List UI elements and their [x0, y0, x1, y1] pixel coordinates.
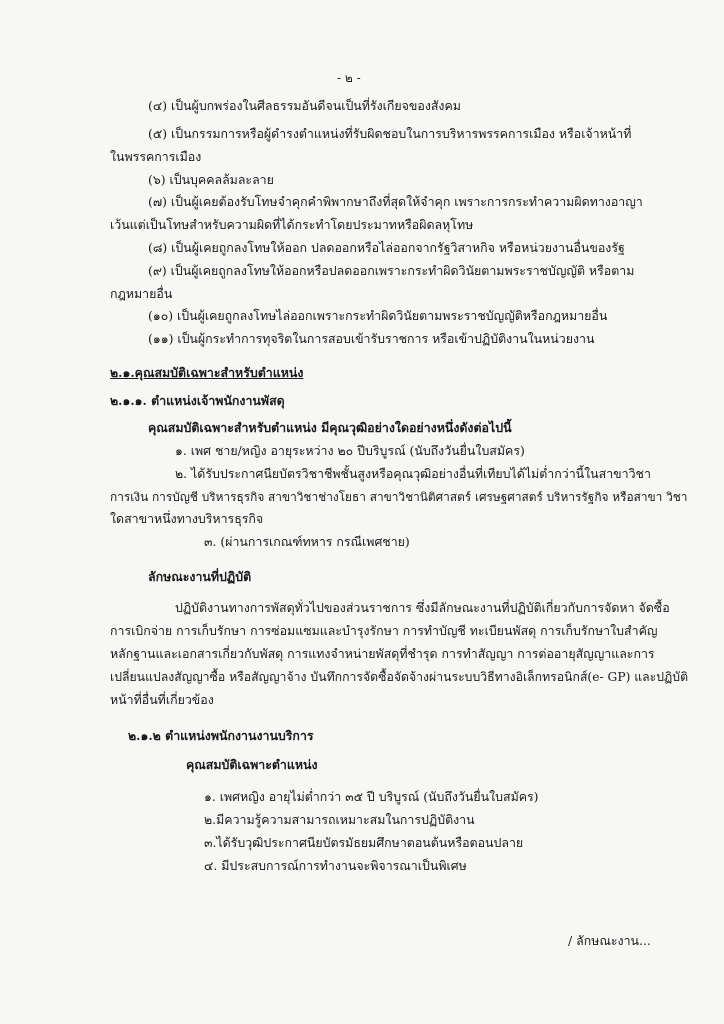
- list-item: (๕) เป็นกรรมการหรือผู้ดำรงตำแหน่งที่รับผิดชอบในการบริหารพรรคการเมือง หรือเจ้าหน้าที่: [148, 126, 632, 141]
- qualification-item: ๓. (ผ่านการเกณฑ์ทหาร กรณีเพศชาย): [204, 534, 410, 549]
- qualification-item: ๑. เพศ ชาย/หญิง อายุระหว่าง ๒๐ ปีบริบูรณ์ (นับถึงวันยื่นใบสมัคร): [175, 443, 525, 458]
- work-paragraph-line: การเบิกจ่าย การเก็บรักษา การซ่อมแซมและบำรุงรักษา การทำบัญชี ทะเบียนพัสดุ การเก็บรักษาใบสำคัญ: [110, 623, 658, 638]
- qualification-heading: คุณสมบัติเฉพาะตำแหน่ง: [186, 757, 318, 772]
- list-item: (๙) เป็นผู้เคยถูกลงโทษให้ออกหรือปลดออกเพราะกระทำผิดวินัยตามพระราชบัญญัติ หรือตาม: [148, 263, 635, 278]
- qualification-item: ๑. เพศหญิง อายุไม่ต่ำกว่า ๓๕ ปี บริบูรณ์ (นับถึงวันยื่นใบสมัคร): [204, 789, 539, 804]
- list-item: (๑๑) เป็นผู้กระทำการทุจริตในการสอบเข้ารับราชการ หรือเข้าปฏิบัติงานในหน่วยงาน: [148, 331, 595, 346]
- qualification-item: ๒.มีความรู้ความสามารถเหมาะสมในการปฏิบัติงาน: [204, 812, 475, 827]
- list-item: (๘) เป็นผู้เคยถูกลงโทษให้ออก ปลดออกหรือไล่ออกจากรัฐวิสาหกิจ หรือหน่วยงานอื่นของรัฐ: [148, 240, 625, 255]
- work-heading: ลักษณะงานที่ปฏิบัติ: [148, 569, 252, 584]
- list-item-continuation: เว้นแต่เป็นโทษสำหรับความผิดที่ได้กระทำโดยประมาทหรือผิดลหุโทษ: [110, 217, 474, 232]
- list-item-continuation: ในพรรคการเมือง: [110, 149, 202, 164]
- qualification-item: ๒. ได้รับประกาศนียบัตรวิชาชีพชั้นสูงหรือคุณวุฒิอย่างอื่นที่เทียบได้ไม่ต่ำกว่านี้ในสาขาวิชา: [175, 466, 651, 481]
- list-item-continuation: กฎหมายอื่น: [110, 286, 173, 301]
- page-number: - ๒ -: [337, 71, 361, 85]
- continuation-note: / ลักษณะงาน...: [568, 933, 651, 948]
- work-paragraph-line: ปฏิบัติงานทางการพัสดุทั่วไปของส่วนราชการ ซึ่งมีลักษณะงานที่ปฏิบัติเกี่ยวกับการจัดหา จัดซื้อ: [175, 600, 670, 615]
- qualification-heading: คุณสมบัติเฉพาะสำหรับตำแหน่ง มีคุณวุฒิอย่างใดอย่างหนึ่งดังต่อไปนี้: [148, 420, 512, 435]
- work-paragraph-line: เปลี่ยนแปลงสัญญาซื้อ หรือสัญญาจ้าง บันทึกการจัดซื้อจัดจ้างผ่านระบบวิธีทางอิเล็กทรอนิกส์(e- GP) และปฏิบัติ: [110, 670, 689, 684]
- subsection-heading: ๒.๑.๑. ตำแหน่งเจ้าพนักงานพัสดุ: [110, 393, 285, 408]
- list-item: (๔) เป็นผู้บกพร่องในศีลธรรมอันดีจนเป็นที่รังเกียจของสังคม: [148, 98, 461, 113]
- work-paragraph-line: หน้าที่อื่นที่เกี่ยวข้อง: [110, 692, 214, 707]
- section-heading: ๒.๑.คุณสมบัติเฉพาะสำหรับตำแหน่ง: [110, 365, 304, 380]
- list-item: (๖) เป็นบุคคลล้มละลาย: [148, 172, 274, 187]
- list-item: (๗) เป็นผู้เคยต้องรับโทษจำคุกคำพิพากษาถึงที่สุดให้จำคุก เพราะการกระทำความผิดทางอาญา: [148, 194, 643, 209]
- qualification-continuation: การเงิน การบัญชี บริหารธุรกิจ สาขาวิชาช่างโยธา สาขาวิชานิติศาสตร์ เศรษฐศาสตร์ บริหารรัฐกิจ หรือสาขา วิชา: [110, 490, 688, 504]
- list-item: (๑๐) เป็นผู้เคยถูกลงโทษไล่ออกเพราะกระทำผิดวินัยตามพระราชบัญญัติหรือกฎหมายอื่น: [148, 308, 608, 323]
- subsection-heading: ๒.๑.๒ ตำแหน่งพนักงานงานบริการ: [128, 728, 314, 743]
- work-paragraph-line: หลักฐานและเอกสารเกี่ยวกับพัสดุ การแทงจำหน่ายพัสดุที่ชำรุด การทำสัญญา การต่ออายุสัญญาและการ: [110, 646, 655, 661]
- qualification-item: ๔. มีประสบการณ์การทำงานจะพิจารณาเป็นพิเศษ: [204, 858, 467, 873]
- qualification-item: ๓.ได้รับวุฒิประกาศนียบัตรมัธยมศึกษาตอนต้นหรือตอนปลาย: [204, 835, 524, 850]
- qualification-continuation: ใดสาขาหนึ่งทางบริหารธุรกิจ: [110, 511, 264, 526]
